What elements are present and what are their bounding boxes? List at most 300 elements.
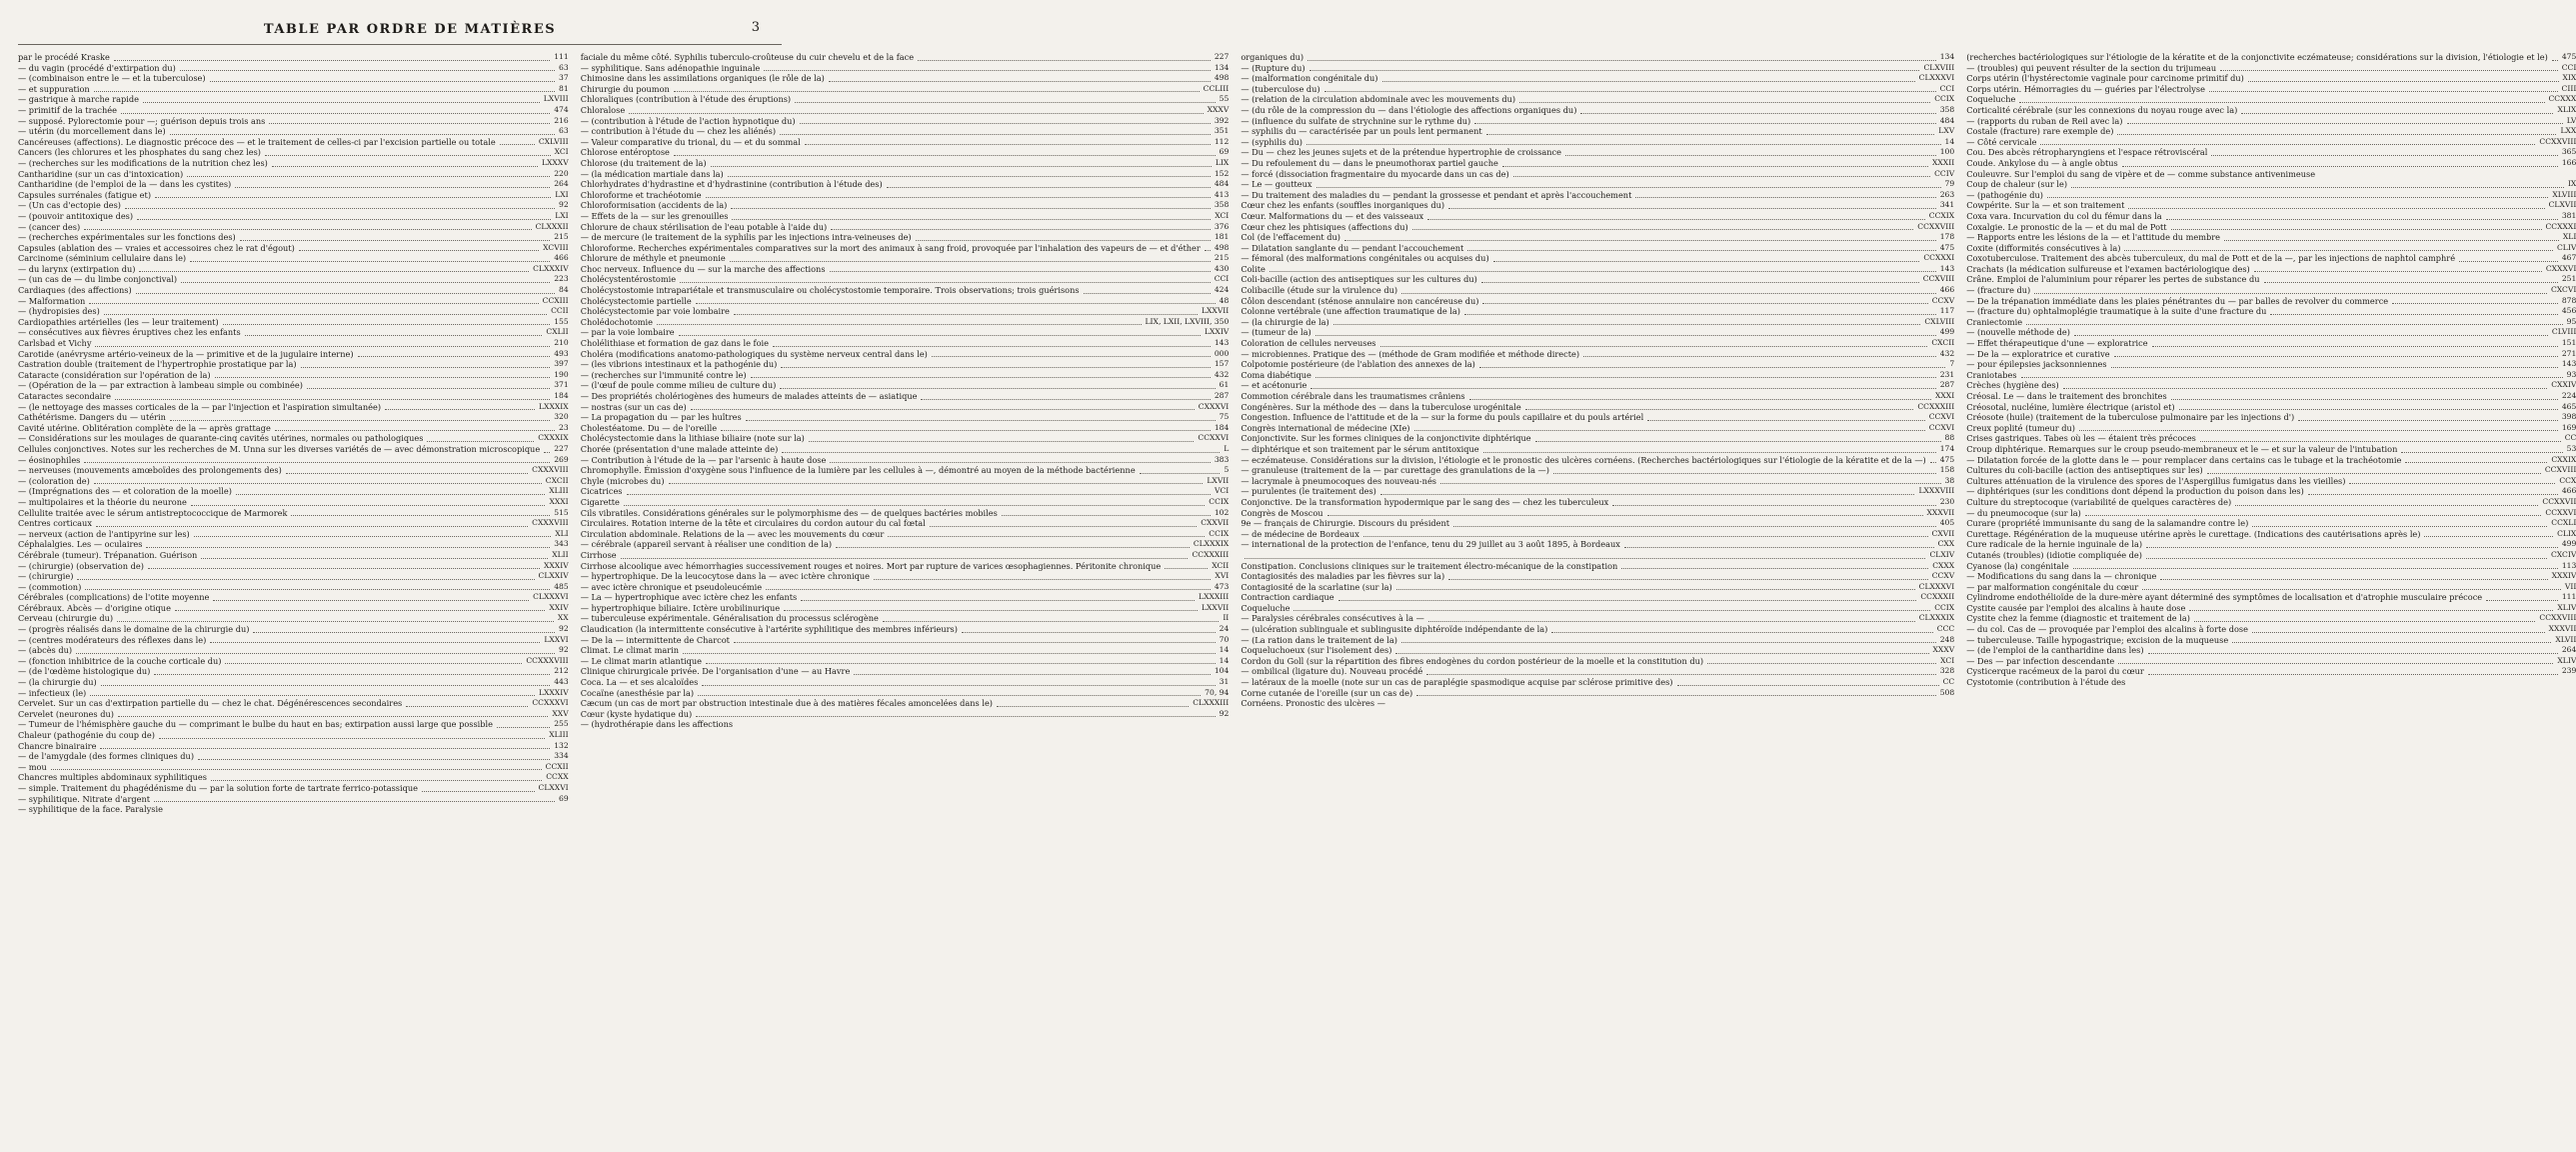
entry-text: Cyanose (la) congénitale: [1966, 560, 2069, 571]
entry-page-ref: LXXVI: [544, 634, 569, 644]
index-entry: [18, 804, 569, 815]
index-entry: [1966, 274, 2576, 285]
entry-leader-dots: [1382, 81, 1915, 82]
entry-leader-dots: [2118, 663, 2553, 664]
entry-page-ref: CXCVI: [2550, 285, 2576, 295]
index-entry: [18, 561, 569, 572]
entry-page-ref: CCXII: [545, 761, 569, 771]
entry-page-ref: 485: [554, 581, 569, 591]
entry-text: Cérébrale (tumeur). Trépanation. Guérison: [18, 549, 198, 560]
index-entry: [581, 380, 1230, 391]
entry-leader-dots: [1440, 483, 1941, 484]
entry-leader-dots: [997, 706, 1189, 707]
entry-leader-dots: [674, 155, 1216, 156]
entry-leader-dots: [155, 197, 551, 198]
entry-text: — hypertrophique biliaire. Ictère urobilinurique: [580, 602, 781, 613]
entry-text: Colite: [1241, 263, 1266, 274]
index-entry: [18, 444, 569, 455]
entry-page-ref: XLIII: [549, 730, 569, 739]
entry-leader-dots: [2211, 155, 2558, 156]
entry-text: — (contribution à l'étude de l'action hypnotique du): [580, 115, 796, 126]
entry-leader-dots: [1448, 579, 1928, 580]
index-entry: [581, 296, 1230, 307]
entry-page-ref: L: [1224, 443, 1230, 453]
entry-text: Chlorure de chaux stérilisation de l'eau potable à l'aide du): [580, 221, 828, 232]
index-entry: [1966, 423, 2576, 434]
entry-leader-dots: [732, 219, 1211, 220]
index-entry: [581, 253, 1230, 264]
index-entry: [581, 645, 1230, 656]
entry-text: — du vagin (procédé d'extirpation du): [18, 62, 176, 73]
entry-page-ref: LXXXIV: [538, 687, 569, 697]
entry-text: — (Opération de la — par extraction à lambeau simple ou combinée): [18, 380, 303, 391]
entry-page-ref: CXXVII: [1201, 518, 1230, 528]
entry-leader-dots: [1165, 568, 1208, 569]
index-entry: [1241, 179, 1954, 190]
entry-text: Curettage. Régénération de la muqueuse utérine après le curettage. (Indications des cautérisations après le): [1966, 528, 2421, 539]
entry-text: — latéraux de la moelle (note sur un cas de paraplégie spasmodique acquise par sclérose primitive des): [1241, 677, 1673, 688]
index-entry: [1966, 486, 2576, 497]
entry-leader-dots: [721, 430, 1211, 431]
entry-page-ref: VII: [2564, 581, 2576, 591]
entry-page-ref: CXXX: [1932, 560, 1955, 570]
index-entry: [18, 518, 569, 529]
entry-leader-dots: [117, 621, 554, 622]
index-column-3: [1241, 52, 1954, 1142]
entry-text: — Du traitement des maladies du — pendant la grossesse et pendant et après l'accouchement: [1241, 189, 1632, 200]
index-entry: [18, 709, 569, 720]
entry-text: Chlorose (du traitement de la): [580, 157, 707, 168]
index-columns: [18, 52, 2576, 1142]
entry-leader-dots: [887, 187, 1211, 188]
index-entry: [1241, 412, 1954, 423]
entry-text: — contribution à l'étude du — chez les aliénés): [580, 126, 777, 137]
entry-page-ref: 499: [2561, 539, 2576, 549]
index-entry: [18, 613, 569, 624]
entry-text: Contagiosité de la scarlatine (sur la): [1241, 581, 1392, 592]
index-entry: [18, 476, 569, 487]
entry-text: Croup diphtérique. Remarques sur le croup pseudo-membraneux et le — et sur la valeur de l'intubation: [1966, 443, 2398, 454]
entry-page-ref: 181: [1214, 232, 1230, 242]
entry-text: — purulentes (le traitement des): [1241, 486, 1376, 497]
entry-leader-dots: [154, 801, 555, 802]
entry-page-ref: XXXI: [549, 496, 569, 506]
entry-text: — (de l'emploi de la cantharidine dans les): [1966, 645, 2144, 656]
index-entry: [1966, 327, 2576, 338]
index-entry: [1241, 444, 1954, 455]
index-entry: [18, 465, 569, 476]
entry-page-ref: LXXIV: [1204, 327, 1230, 337]
entry-leader-dots: [669, 483, 1204, 484]
entry-leader-dots: [265, 155, 551, 156]
index-entry: [581, 635, 1230, 646]
entry-page-ref: 93: [2566, 369, 2576, 379]
index-entry: [1241, 380, 1954, 391]
entry-text: — Considérations sur les moulages de quarante-cinq cavités utérines, normales ou pathologiques: [18, 433, 424, 444]
entry-text: Cirrhose: [580, 549, 617, 560]
entry-page-ref: 499: [1939, 327, 1955, 337]
index-entry: [581, 211, 1230, 222]
entry-page-ref: CCIX: [1934, 602, 1955, 612]
index-entry: [581, 349, 1230, 360]
entry-page-ref: XCI: [1215, 210, 1230, 220]
entry-text: — du larynx (extirpation du): [18, 263, 136, 274]
index-entry: [18, 359, 569, 370]
index-entry: [18, 179, 569, 190]
entry-leader-dots: [1502, 166, 1928, 167]
entry-page-ref: LXI: [555, 189, 569, 199]
index-entry: [18, 137, 569, 148]
index-entry: [18, 317, 569, 328]
entry-leader-dots: [1002, 515, 1211, 516]
entry-text: — infectieux (le): [18, 687, 87, 698]
entry-text: Corps utérin (l'hystérectomie vaginale pour carcinome primitif du): [1966, 73, 2244, 84]
entry-text: — nerveux (action de l'antipyrine sur les): [18, 528, 190, 539]
entry-page-ref: 95: [2566, 316, 2576, 326]
entry-page-ref: 48: [1219, 295, 1230, 305]
entry-leader-dots: [801, 600, 1195, 601]
header-rule: [18, 44, 782, 45]
entry-text: Crises gastriques. Tabes où les — étaient très précoces: [1966, 433, 2196, 444]
entry-page-ref: CCXXVI: [2545, 507, 2576, 517]
entry-text: Cholédochotomie: [580, 316, 654, 327]
entry-page-ref: 271: [2561, 348, 2576, 358]
index-entry: [581, 232, 1230, 243]
entry-leader-dots: [201, 558, 548, 559]
entry-page-ref: CCXXXIII: [1192, 549, 1230, 559]
entry-page-ref: 351: [1214, 126, 1230, 136]
index-entry: [18, 698, 569, 709]
entry-leader-dots: [1535, 441, 1941, 442]
index-entry: [1241, 147, 1954, 158]
index-entry: [18, 306, 569, 317]
index-entry: [581, 84, 1230, 95]
entry-leader-dots: [114, 60, 550, 61]
entry-leader-dots: [2127, 123, 2563, 124]
entry-leader-dots: [2114, 356, 2558, 357]
index-entry: [1966, 635, 2576, 646]
entry-text: — gastrique à marche rapide: [18, 94, 139, 105]
index-entry: [18, 370, 569, 381]
index-entry: [1241, 169, 1954, 180]
index-entry: [1966, 222, 2576, 233]
entry-leader-dots: [2071, 187, 2564, 188]
entry-text: organiques du): [1241, 52, 1304, 62]
entry-leader-dots: [1612, 505, 1935, 506]
entry-page-ref: 166: [2561, 157, 2576, 167]
entry-text: Cholécystectomie dans la lithiase biliaire (note sur la): [580, 433, 805, 444]
entry-leader-dots: [143, 102, 540, 103]
entry-page-ref: CCI: [1214, 274, 1230, 284]
entry-page-ref: 143: [1939, 263, 1955, 273]
entry-page-ref: LIX: [1215, 157, 1230, 167]
index-entry: [18, 243, 569, 254]
index-entry: [1966, 137, 2576, 148]
entry-page-ref: CXXXVIII: [532, 465, 569, 475]
entry-text: — La — hypertrophique avec ictère chez les enfants: [580, 592, 798, 603]
entry-leader-dots: [1565, 155, 1936, 156]
entry-page-ref: CCXXVIII: [2539, 613, 2576, 623]
entry-leader-dots: [2171, 229, 2542, 230]
index-entry: [581, 169, 1230, 180]
entry-page-ref: 424: [1214, 285, 1230, 295]
entry-leader-dots: [84, 462, 550, 463]
entry-text: Cigarette: [580, 496, 620, 507]
entry-page-ref: XLI: [2562, 232, 2576, 242]
entry-leader-dots: [2142, 589, 2561, 590]
index-entry: [18, 423, 569, 434]
entry-text: Cathétérisme. Dangers du — utérin: [18, 412, 166, 423]
entry-page-ref: 212: [554, 666, 569, 676]
entry-text: — (du rôle de la compression du — dans l'étiologie des affections organiques du): [1241, 104, 1577, 115]
index-entry: [581, 243, 1230, 254]
entry-text: — Effet thérapeutique d'une — exploratrice: [1966, 338, 2148, 349]
entry-text: Créosal. Le — dans le traitement des bronchites: [1966, 391, 2167, 401]
index-entry: [1966, 402, 2576, 413]
entry-text: — (pathogénie du): [1966, 189, 2043, 200]
entry-page-ref: CLXXXIX: [1918, 613, 1955, 623]
entry-page-ref: 227: [1214, 52, 1230, 61]
index-entry: [1241, 200, 1954, 211]
entry-leader-dots: [2124, 250, 2553, 251]
entry-leader-dots: [1412, 229, 1914, 230]
entry-leader-dots: [780, 388, 1215, 389]
entry-page-ref: 38: [1944, 475, 1955, 485]
index-entry: [18, 169, 569, 180]
entry-text: Colonne vertébrale (une affection traumatique de la): [1241, 306, 1460, 317]
entry-page-ref: 37: [559, 73, 569, 83]
entry-page-ref: 223: [554, 274, 569, 284]
entry-leader-dots: [1525, 409, 1914, 410]
entry-leader-dots: [1551, 632, 1932, 633]
index-entry: [1966, 200, 2576, 211]
entry-text: Commotion cérébrale dans les traumatismes crâniens: [1241, 391, 1465, 401]
entry-leader-dots: [1467, 250, 1935, 251]
entry-text: — Le climat marin atlantique: [580, 655, 702, 666]
index-entry: [1241, 423, 1954, 434]
entry-leader-dots: [2171, 399, 2558, 400]
entry-leader-dots: [1414, 430, 1925, 431]
entry-leader-dots: [422, 791, 535, 792]
entry-page-ref: XCVIII: [543, 242, 569, 252]
entry-text: — du pneumocoque (sur la): [1966, 507, 2081, 518]
entry-page-ref: XLI: [555, 528, 569, 538]
entry-page-ref: 92: [559, 200, 569, 210]
entry-text: Céphalalgies. Les — oculaires: [18, 539, 143, 550]
entry-leader-dots: [780, 134, 1211, 135]
index-entry: [18, 264, 569, 275]
entry-text: — Modifications du sang dans la — chronique: [1966, 571, 2157, 582]
entry-text: — Malformation: [18, 295, 86, 306]
entry-leader-dots: [711, 166, 1212, 167]
index-entry: [581, 412, 1230, 423]
index-entry: [1966, 624, 2576, 635]
entry-leader-dots: [2264, 282, 2558, 283]
entry-page-ref: 264: [2561, 645, 2576, 655]
index-entry: [581, 200, 1230, 211]
entry-leader-dots: [170, 420, 550, 421]
entry-leader-dots: [730, 261, 1211, 262]
entry-text: Cholécystectomie partielle: [580, 295, 692, 306]
entry-page-ref: 475: [1939, 454, 1955, 464]
entry-leader-dots: [1396, 589, 1915, 590]
entry-leader-dots: [96, 526, 528, 527]
entry-text: — syphilis du — caractérisée par un pouls lent permanent: [1241, 126, 1482, 137]
entry-leader-dots: [1309, 70, 1920, 71]
entry-page-ref: CXVII: [1931, 528, 1955, 538]
entry-leader-dots: [2349, 483, 2555, 484]
entry-leader-dots: [101, 685, 551, 686]
index-entry: [1241, 455, 1954, 466]
index-entry: [581, 317, 1230, 328]
entry-page-ref: CCXXXII: [1920, 592, 1955, 602]
entry-leader-dots: [1316, 187, 1941, 188]
entry-leader-dots: [1205, 250, 1211, 251]
index-entry: [581, 508, 1230, 519]
entry-text: — multipolaires et la théorie du neurone: [18, 496, 187, 507]
index-entry: [18, 412, 569, 423]
entry-text: — syphilitique. Nitrate d'argent: [18, 793, 151, 804]
entry-text: — (fracture du) ophtalmoplégie traumatique à la suite d'une fracture du: [1966, 306, 2267, 317]
entry-page-ref: XCII: [1212, 560, 1230, 570]
entry-page-ref: CCXVI: [1928, 412, 1955, 422]
index-entry: [1241, 508, 1954, 519]
entry-leader-dots: [830, 271, 1211, 272]
entry-text: — De la — exploratrice et curative: [1966, 348, 2110, 359]
entry-leader-dots: [702, 685, 1215, 686]
index-entry: [1966, 497, 2576, 508]
index-entry: [1966, 550, 2576, 561]
index-entry: [1241, 158, 1954, 169]
entry-leader-dots: [764, 70, 1211, 71]
entry-page-ref: CLXXXVI: [1918, 581, 1955, 591]
index-entry: [1241, 317, 1954, 328]
index-entry: [18, 455, 569, 466]
entry-text: Cure radicale de la hernie inguinale de la): [1966, 539, 2143, 550]
entry-leader-dots: [683, 653, 1216, 654]
index-column-4: [1966, 52, 2576, 1142]
entry-leader-dots: [1333, 324, 1921, 325]
entry-page-ref: CCXLI: [2551, 518, 2576, 528]
index-entry: [1241, 497, 1954, 508]
entry-text: Cholécystentérostomie: [580, 274, 677, 285]
entry-page-ref: 484: [1214, 179, 1230, 189]
entry-page-ref: LXXVII: [1201, 306, 1230, 316]
entry-leader-dots: [115, 399, 550, 400]
index-entry: [1966, 444, 2576, 455]
entry-page-ref: LXV: [1938, 126, 1955, 136]
entry-page-ref: 92: [559, 645, 569, 655]
index-entry: [18, 147, 569, 158]
entry-text: Col (de l'effacement du): [1241, 232, 1340, 243]
entry-leader-dots: [121, 113, 550, 114]
entry-text: Chimosine dans les assimilations organiques (le rôle de la): [580, 73, 825, 84]
entry-leader-dots: [2034, 293, 2547, 294]
entry-text: Cutanés (troubles) (idiotie compliquée de): [1966, 549, 2142, 560]
entry-page-ref: XXXVII: [2548, 624, 2576, 634]
index-entry: [581, 603, 1230, 614]
entry-text: — (Imprégnations des — et coloration de la moelle): [18, 486, 232, 497]
entry-text: — Valeur comparative du trional, du — et du sommal: [580, 136, 801, 147]
entry-page-ref: 231: [1939, 369, 1955, 379]
index-entry: [581, 147, 1230, 158]
entry-text: Cataractes secondaire: [18, 391, 111, 401]
entry-text: — par malformation congénitale du cœur: [1966, 581, 2139, 592]
index-entry: [581, 709, 1230, 720]
entry-page-ref: 70: [1219, 634, 1230, 644]
entry-page-ref: CCXIX: [1928, 210, 1955, 220]
index-entry: [1241, 94, 1954, 105]
index-entry: [18, 327, 569, 338]
entry-page-ref: CCIX: [1209, 528, 1230, 538]
entry-leader-dots: [84, 229, 531, 230]
entry-page-ref: 215: [554, 232, 569, 242]
entry-leader-dots: [921, 399, 1210, 400]
entry-page-ref: IX: [2567, 179, 2576, 189]
index-entry: [581, 105, 1230, 116]
entry-page-ref: 398: [2561, 412, 2576, 422]
entry-page-ref: XLIII: [549, 486, 569, 496]
entry-page-ref: CCXV: [1931, 571, 1955, 581]
entry-page-ref: 104: [1214, 666, 1230, 676]
entry-page-ref: 264: [554, 179, 569, 189]
entry-text: — La propagation du — par les huîtres: [580, 412, 742, 423]
entry-page-ref: CLXXVI: [538, 782, 569, 792]
entry-leader-dots: [698, 695, 1201, 696]
entry-page-ref: 184: [1214, 422, 1230, 432]
entry-page-ref: CXLVIII: [538, 136, 569, 146]
index-entry: [18, 666, 569, 677]
entry-page-ref: CCIV: [1934, 168, 1955, 178]
entry-page-ref: CCLIII: [1203, 83, 1230, 93]
index-entry: [581, 190, 1230, 201]
entry-text: — (l'œuf de poule comme milieu de culture du): [580, 380, 777, 391]
entry-page-ref: 14: [1219, 645, 1230, 655]
index-entry: [1966, 582, 2576, 593]
entry-leader-dots: [2179, 409, 2558, 410]
entry-text: Coca. La — et ses alcaloïdes: [580, 677, 699, 688]
entry-leader-dots: [2224, 240, 2559, 241]
index-entry: [18, 126, 569, 137]
entry-leader-dots: [1448, 208, 1936, 209]
entry-leader-dots: [2270, 314, 2557, 315]
entry-page-ref: XLVII: [2555, 634, 2576, 644]
entry-leader-dots: [2200, 441, 2561, 442]
entry-page-ref: CCXVIII: [2544, 465, 2576, 475]
entry-page-ref: 467: [2561, 253, 2576, 263]
entry-page-ref: 111: [2561, 592, 2576, 602]
entry-text: Culture du streptocoque (variabilité de quelques caractères de): [1966, 496, 2232, 507]
entry-leader-dots: [1707, 663, 1936, 664]
index-entry: [1241, 73, 1954, 84]
entry-leader-dots: [194, 536, 551, 537]
entry-page-ref: CCXX: [546, 772, 569, 782]
entry-page-ref: CCI: [1939, 83, 1955, 93]
entry-text: — (chirurgie): [18, 571, 74, 582]
entry-text: Colibacille (étude sur la virulence du): [1241, 285, 1398, 296]
index-entry: [581, 433, 1230, 444]
index-entry: [18, 116, 569, 127]
index-entry: [581, 264, 1230, 275]
entry-page-ref: 70, 94: [1205, 687, 1230, 697]
entry-page-ref: 263: [1939, 189, 1955, 199]
entry-leader-dots: [1621, 568, 1928, 569]
index-entry: [18, 94, 569, 105]
entry-page-ref: CXXXIX: [538, 433, 569, 443]
entry-page-ref: CCII: [551, 306, 569, 316]
entry-leader-dots: [674, 91, 1200, 92]
entry-leader-dots: [307, 388, 550, 389]
